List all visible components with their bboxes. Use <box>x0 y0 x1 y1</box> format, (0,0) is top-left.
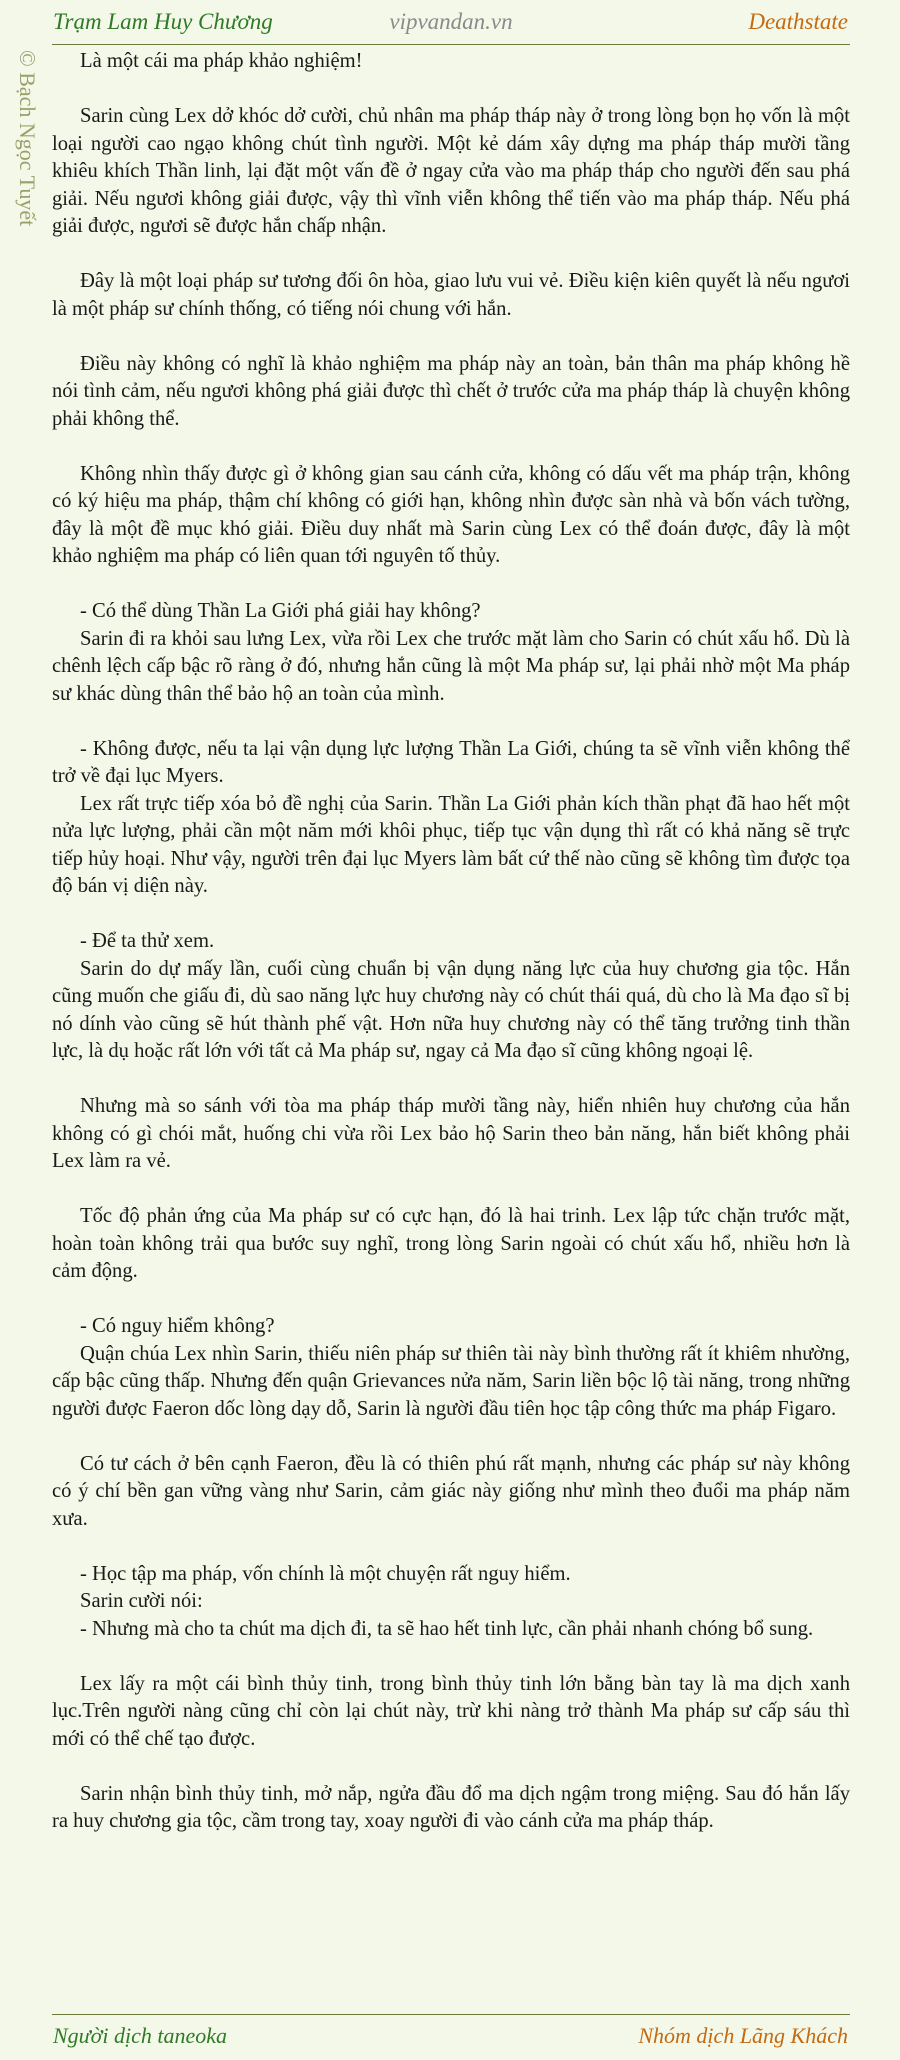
paragraph: Lex lấy ra một cái bình thủy tinh, trong bình thủy tinh lớn bằng bàn tay là ma dịch xanh lục.Trên người nàng cũng chỉ còn lại chút này, trừ khi nàng trở thành Ma pháp sư cấp sáu thì mới có thể chế tạo được. <box>52 1672 850 1750</box>
footer-group: Nhóm dịch Lãng Khách <box>638 2023 848 2048</box>
page-footer <box>52 2014 850 2059</box>
paragraph: Điều này không có nghĩ là khảo nghiệm ma pháp này an toàn, bản thân ma pháp không hề nói tình cảm, nếu ngươi không phá giải được thì chết ở trước cửa ma pháp tháp là chuyện không phải không thể. <box>52 352 850 430</box>
story-body <box>52 48 850 1836</box>
paragraph: Sarin đi ra khỏi sau lưng Lex, vừa rồi Lex che trước mặt làm cho Sarin có chút xấu hổ. Dù là chênh lệch cấp bậc rõ ràng ở đó, nhưng hắn cũng là một Ma pháp sư, lại phải nhờ một Ma pháp sư khác dùng thân thể bảo hộ an toàn của mình. <box>52 627 850 705</box>
paragraph: - Nhưng mà cho ta chút ma dịch đi, ta sẽ hao hết tinh lực, cần phải nhanh chóng bổ sung. <box>80 1617 814 1640</box>
side-watermark <box>12 50 40 260</box>
paragraph: Sarin cùng Lex dở khóc dở cười, chủ nhân ma pháp tháp này ở trong lòng bọn họ vốn là một loại người cao ngạo không chút tình người. Một kẻ dám xây dựng ma pháp tháp mười tầng khiêu khích Thần linh, lại đặt một vấn đề ở ngay cửa vào ma pháp tháp cho người đến sau phá giải. Nếu ngươi không giải được, vậy thì vĩnh viễn không thể tiến vào ma pháp tháp. Nếu phá giải được, ngươi sẽ được hắn chấp nhận. <box>52 105 850 237</box>
paragraph: - Học tập ma pháp, vốn chính là một chuyện rất nguy hiểm. <box>80 1562 571 1585</box>
paragraph: - Không được, nếu ta lại vận dụng lực lượng Thần La Giới, chúng ta sẽ vĩnh viễn không thể trở về đại lục Myers. <box>52 737 850 787</box>
side-copyright-text: © Bạch Ngọc Tuyết <box>15 50 40 227</box>
paragraph: Không nhìn thấy được gì ở không gian sau cánh cửa, không có dấu vết ma pháp trận, không có ký hiệu ma pháp, thậm chí không có giới hạn, không nhìn được sàn nhà và bốn vách tường, đây là một đề mục khó giải. Điều duy nhất mà Sarin cùng Lex có thể đoán được, đây là một khảo nghiệm ma pháp có liên quan tới nguyên tố thủy. <box>52 462 850 567</box>
paragraph: Tốc độ phản ứng của Ma pháp sư có cực hạn, đó là hai trinh. Lex lập tức chặn trước mặt, hoàn toàn không trải qua bước suy nghĩ, trong lòng Sarin ngoài có chút xấu hổ, nhiều hơn là cảm động. <box>52 1205 850 1282</box>
paragraph: Sarin do dự mấy lần, cuối cùng chuẩn bị vận dụng năng lực của huy chương gia tộc. Hắn cũng muốn che giấu đi, dù sao năng lực huy chương này có chút thái quá, dù cho là Ma đạo sĩ bị nó dính vào cũng sẽ hút thành phế vật. Hơn nữa huy chương này có thể tăng trưởng tinh thần lực, là dụ hoặc rất lớn với tất cả Ma pháp sư, ngay cả Ma đạo sĩ cũng không ngoại lệ. <box>52 957 850 1062</box>
header-site: vipvandan.vn <box>389 9 513 34</box>
paragraph: Đây là một loại pháp sư tương đối ôn hòa, giao lưu vui vẻ. Điều kiện kiên quyết là nếu ngươi là một pháp sư chính thống, có tiếng nói chung với hắn. <box>52 270 850 320</box>
paragraph: - Có nguy hiểm không? <box>80 1315 275 1337</box>
paragraph: - Để ta thử xem. <box>80 930 215 952</box>
footer-translator: Người dịch taneoka <box>53 2023 228 2048</box>
paragraph: Lex rất trực tiếp xóa bỏ đề nghị của Sarin. Thần La Giới phản kích thần phạt đã hao hết một nửa lực lượng, phải cần một năm mới khôi phục, tiếp tục vận dụng thì rất có khả năng sẽ trực tiếp hủy hoại. Như vậy, người trên đại lục Myers làm bất cứ thế nào cũng sẽ không tìm được tọa độ bán vị diện này. <box>52 792 850 897</box>
paragraph: Nhưng mà so sánh với tòa ma pháp tháp mười tầng này, hiển nhiên huy chương của hắn không có gì chói mắt, huống chi vừa rồi Lex bảo hộ Sarin theo bản năng, hắn biết không phải Lex làm ra vẻ. <box>52 1095 850 1172</box>
paragraph: - Có thể dùng Thần La Giới phá giải hay không? <box>80 600 481 622</box>
header-title: Trạm Lam Huy Chương <box>53 9 273 34</box>
paragraph: Sarin cười nói: <box>80 1590 203 1612</box>
paragraph: Sarin nhận bình thủy tinh, mở nắp, ngửa đầu đổ ma dịch ngậm trong miệng. Sau đó hắn lấy ra huy chương gia tộc, cầm trong tay, xoay người đi vào cánh cửa ma pháp tháp. <box>52 1782 850 1832</box>
paragraph: Quận chúa Lex nhìn Sarin, thiếu niên pháp sư thiên tài này bình thường rất ít khiêm nhường, cấp bậc cũng thấp. Nhưng đến quận Grievances nửa năm, Sarin liền bộc lộ tài năng, trong những người được Faeron dốc lòng dạy dỗ, Sarin là người đầu tiên học tập công thức ma pháp Figaro. <box>52 1342 850 1420</box>
page-header <box>52 0 850 45</box>
paragraph: Có tư cách ở bên cạnh Faeron, đều là có thiên phú rất mạnh, nhưng các pháp sư này không có ý chí bền gan vững vàng như Sarin, cảm giác này giống như mình theo đuổi ma pháp năm xưa. <box>52 1452 850 1530</box>
paragraph: Là một cái ma pháp khảo nghiệm! <box>80 50 363 72</box>
header-author: Deathstate <box>748 9 848 34</box>
